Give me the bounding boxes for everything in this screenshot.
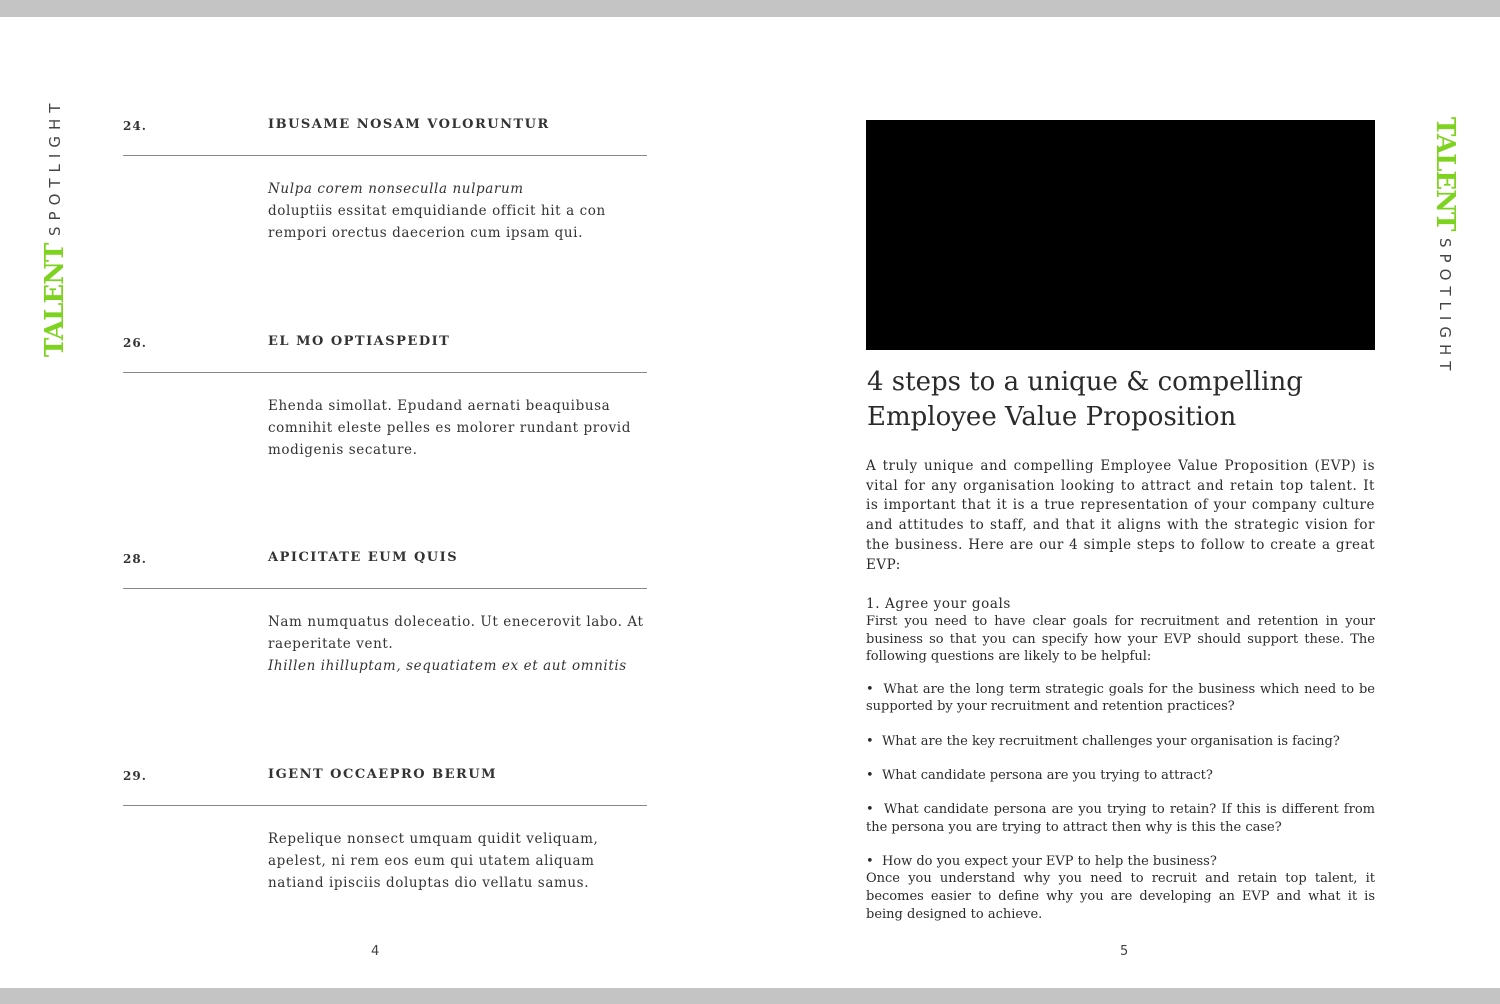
- entry-header: [123, 767, 647, 806]
- closing-paragraph: Once you understand why you need to recruit and retain top talent, it becomes easier to define why you are developing an EVP and what it is being designed to achieve.: [866, 871, 1375, 922]
- question-item: • What are the long term strategic goals for the business which need to be supported by your recruitment and retention practices?: [866, 681, 1375, 716]
- article-body: [866, 457, 1375, 924]
- intro-paragraph: A truly unique and compelling Employee Value Proposition (EVP) is vital for any organisation looking to attract and retain top talent. It is important that it is a true representation of your company culture and attitudes to staff, and that it aligns with the strategic vision for the business. Here are our 4 simple steps to follow to create a great EVP:: [866, 458, 1375, 573]
- article-title-line-2: Employee Value Proposition: [867, 402, 1237, 432]
- document-spread: [0, 17, 1500, 988]
- entry-title: APICITATE EUM QUIS: [268, 550, 459, 565]
- entry-header: [123, 334, 647, 373]
- entry-number: 28.: [123, 552, 147, 566]
- entry-number: 24.: [123, 119, 147, 133]
- entry-number: 26.: [123, 336, 147, 350]
- right-page: [750, 17, 1500, 988]
- page-number-right: 5: [1120, 944, 1129, 959]
- question-item: • What are the key recruitment challenges your organisation is facing?: [866, 733, 1375, 750]
- entry-header: [123, 550, 647, 589]
- question-item: • What candidate persona are you trying to attract?: [866, 767, 1375, 784]
- list-entry: [123, 117, 647, 244]
- entry-title: IGENT OCCAEPRO BERUM: [268, 767, 498, 782]
- entry-text: Repelique nonsect umquam quidit veliquam, apelest, ni rem eos eum qui utatem aliquam natiand ipisciis doluptas dio vellatu samus.: [268, 831, 599, 891]
- entry-italic-text: Ihillen ihilluptam, sequatiatem ex et aut omnitis: [268, 658, 627, 674]
- entry-body: [268, 395, 648, 461]
- entry-body: [268, 178, 648, 244]
- entry-body: [268, 828, 648, 894]
- article-title-line-1: 4 steps to a unique & compelling: [867, 367, 1303, 397]
- page-number-left: 4: [371, 944, 380, 959]
- entry-number: 29.: [123, 769, 147, 783]
- list-entry: [123, 767, 647, 894]
- step-paragraph: First you need to have clear goals for recruitment and retention in your business so that you can specify how your EVP should support these. The following questions are likely to be helpful:: [866, 614, 1375, 664]
- entry-title: EL MO OPTIASPEDIT: [268, 334, 451, 349]
- brand-mark-right: [1430, 117, 1460, 377]
- question-list: [866, 681, 1375, 870]
- entry-body: [268, 611, 648, 677]
- brand-spotlight-text: SPOTLIGHT: [46, 97, 64, 236]
- brand-spotlight-text: SPOTLIGHT: [1436, 238, 1454, 377]
- question-item: • What candidate persona are you trying to retain? If this is different from the persona you are trying to attract then why is this the case?: [866, 801, 1375, 836]
- step-heading: 1. Agree your goals: [866, 596, 1011, 613]
- entry-title: IBUSAME NOSAM VOLORUNTUR: [268, 117, 550, 132]
- left-page: [0, 17, 750, 988]
- video-placeholder[interactable]: [866, 120, 1375, 350]
- entry-text: doluptiis essitat emquidiande officit hit a con rempori orectus daecerion cum ipsam qui.: [268, 203, 606, 241]
- entry-header: [123, 117, 647, 156]
- entry-text: Ehenda simollat. Epudand aernati beaquibusa comnihit eleste pelles es molorer rundant provid modigenis secature.: [268, 398, 631, 458]
- question-item: • How do you expect your EVP to help the business?: [866, 853, 1375, 870]
- list-entry: [123, 550, 647, 677]
- list-entry: [123, 334, 647, 461]
- entry-italic-text: Nulpa corem nonseculla nulparum: [268, 181, 524, 197]
- brand-talent-text: TALENT: [1430, 117, 1460, 231]
- entry-text: Nam numquatus doleceatio. Ut enecerovit labo. At raeperitate vent.: [268, 614, 644, 652]
- brand-talent-text: TALENT: [40, 243, 70, 357]
- brand-mark-left: [40, 97, 70, 357]
- article-title: [867, 365, 1387, 435]
